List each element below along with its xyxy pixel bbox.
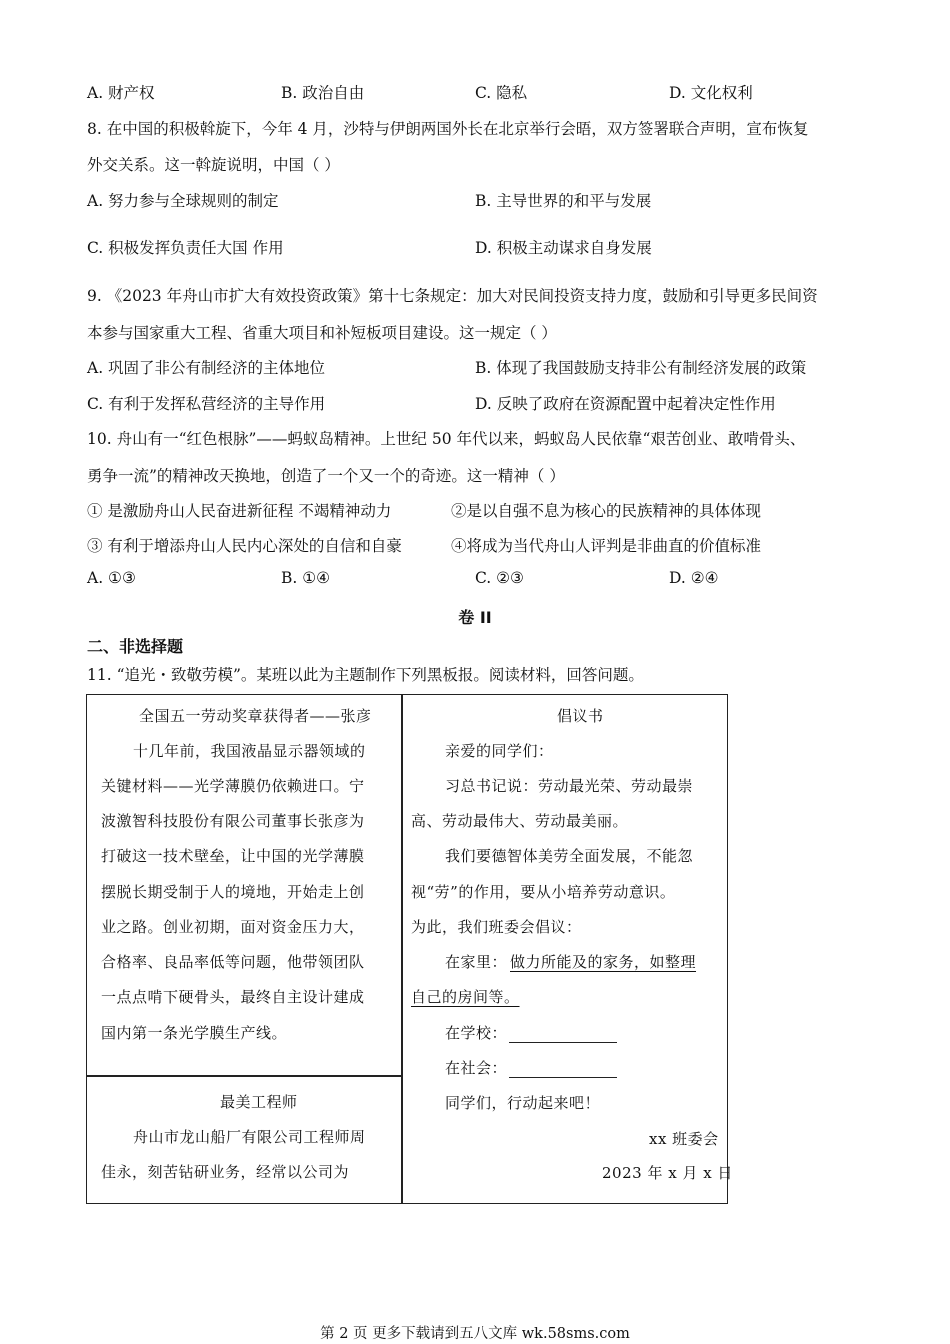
q9-stem-line2: 本参与国家重大工程、省重大项目和补短板项目建设。这一规定（ ） (87, 324, 557, 342)
proposal-action: 同学们，行动起来吧！ (445, 1094, 601, 1112)
panel-labor-medal-line: 合格率、良品率低等问题，他带领团队 (101, 953, 365, 971)
proposal-home-answer: 做力所能及的家务，如整理 (510, 953, 697, 971)
q10-stem-line2: 勇争一流”的精神改天换地，创造了一个又一个的奇迹。这一精神（ ） (87, 467, 565, 485)
panel-labor-medal-line: 业之路。创业初期，面对资金压力大， (101, 918, 365, 936)
q9-option-d: D. 反映了政府在资源配置中起着决定性作用 (475, 395, 776, 413)
proposal-paragraph-2: 视“劳”的作用，要从小培养劳动意识。 (411, 883, 676, 901)
proposal-school-blank[interactable] (509, 1026, 617, 1043)
panel-best-engineer-line: 佳永，刻苦钻研业务，经常以公司为 (101, 1163, 350, 1181)
proposal-home-label: 在家里： (445, 953, 508, 971)
q9-option-b: B. 体现了我国鼓励支持非公有制经济发展的政策 (475, 359, 807, 377)
panel-labor-medal-line: 十几年前，我国液晶显示器领域的 (133, 742, 366, 760)
q8-stem-line1: 8. 在中国的积极斡旋下，今年 4 月，沙特与伊朗两国外长在北京举行会晤，双方签署联合声明，宣布恢复 (87, 120, 809, 138)
board-horizontal-divider (87, 1075, 401, 1077)
q9-stem-line1: 9. 《2023 年舟山市扩大有效投资政策》第十七条规定：加大对民间投资支持力度，鼓励和引导更多民间资 (87, 287, 818, 305)
q8-option-a: A. 努力参与全球规则的制定 (87, 192, 279, 210)
panel-best-engineer-title: 最美工程师 (220, 1093, 298, 1111)
panel-labor-medal-line: 关键材料——光学薄膜仍依赖进口。宁 (101, 777, 365, 795)
proposal-society-row (445, 1057, 617, 1078)
panel-best-engineer-line: 舟山市龙山船厂有限公司工程师周 (133, 1128, 366, 1146)
q10-statement-2: ②是以自强不息为核心的民族精神的具体体现 (451, 502, 762, 520)
q9-option-a: A. 巩固了非公有制经济的主体地位 (87, 359, 326, 377)
q7-option-d: D. 文化权利 (669, 84, 753, 102)
proposal-paragraph-3: 为此，我们班委会倡议： (411, 918, 582, 936)
blackboard-newspaper (86, 694, 733, 1204)
proposal-paragraph-1: 习总书记说：劳动最光荣、劳动最崇 (445, 777, 694, 795)
proposal-society-blank[interactable] (509, 1061, 617, 1078)
page-footer: 第 2 页 更多下载请到五八文库 wk.58sms.com (320, 1326, 630, 1342)
q10-statement-3: ③ 有利于增添舟山人民内心深处的自信和自豪 (87, 537, 402, 555)
panel-labor-medal-line: 摆脱长期受制于人的境地，开始走上创 (101, 883, 365, 901)
board-vertical-divider (401, 695, 403, 1203)
q10-statement-1: ① 是激励舟山人民奋进新征程 不竭精神动力 (87, 502, 392, 520)
q10-statement-4: ④将成为当代舟山人评判是非曲直的价值标准 (451, 537, 762, 555)
proposal-society-label: 在社会： (445, 1059, 508, 1077)
q9-option-c: C. 有利于发挥私营经济的主导作用 (87, 395, 326, 413)
q10-option-c: C. ②③ (475, 569, 524, 587)
proposal-school-row (445, 1022, 617, 1043)
proposal-greeting: 亲爱的同学们： (445, 742, 554, 760)
q8-option-d: D. 积极主动谋求自身发展 (475, 239, 652, 257)
q10-option-b: B. ①④ (281, 569, 331, 587)
volume-2-title: 卷 II (458, 608, 492, 627)
q7-option-b: B. 政治自由 (281, 84, 365, 102)
q7-option-c: C. 隐私 (475, 84, 528, 102)
panel-labor-medal-line: 打破这一技术壁垒，让中国的光学薄膜 (101, 847, 365, 865)
q11-intro: 11. “追光・致敬劳模”。某班以此为主题制作下列黑板报。阅读材料，回答问题。 (87, 666, 644, 684)
proposal-school-label: 在学校： (445, 1024, 508, 1042)
panel-labor-medal-line: 一点点啃下硬骨头，最终自主设计建成 (101, 988, 365, 1006)
panel-labor-medal-line: 波激智科技股份有限公司董事长张彦为 (101, 812, 365, 830)
q8-option-b: B. 主导世界的和平与发展 (475, 192, 652, 210)
q10-option-d: D. ②④ (669, 569, 719, 587)
proposal-date: 2023 年 x 月 x 日 (602, 1164, 733, 1182)
proposal-paragraph-2: 我们要德智体美劳全面发展，不能忽 (445, 847, 694, 865)
proposal-title: 倡议书 (557, 707, 604, 725)
q8-option-c: C. 积极发挥负责任大国 作用 (87, 239, 284, 257)
q8-stem-line2: 外交关系。这一斡旋说明，中国（ ） (87, 156, 340, 174)
proposal-home-answer: 自己的房间等。 (411, 988, 520, 1006)
proposal-signature: xx 班委会 (649, 1130, 719, 1148)
q10-option-a: A. ①③ (87, 569, 136, 587)
section-2-title: 二、非选择题 (87, 637, 184, 656)
q7-option-a: A. 财产权 (87, 84, 155, 102)
q10-stem-line1: 10. 舟山有一“红色根脉”——蚂蚁岛精神。上世纪 50 年代以来，蚂蚁岛人民依靠“艰苦创业、敢啃骨头、 (87, 430, 806, 448)
panel-labor-medal-title: 全国五一劳动奖章获得者——张彦 (139, 707, 372, 725)
panel-labor-medal-line: 国内第一条光学膜生产线。 (101, 1024, 288, 1042)
proposal-paragraph-1: 高、劳动最伟大、劳动最美丽。 (411, 812, 629, 830)
